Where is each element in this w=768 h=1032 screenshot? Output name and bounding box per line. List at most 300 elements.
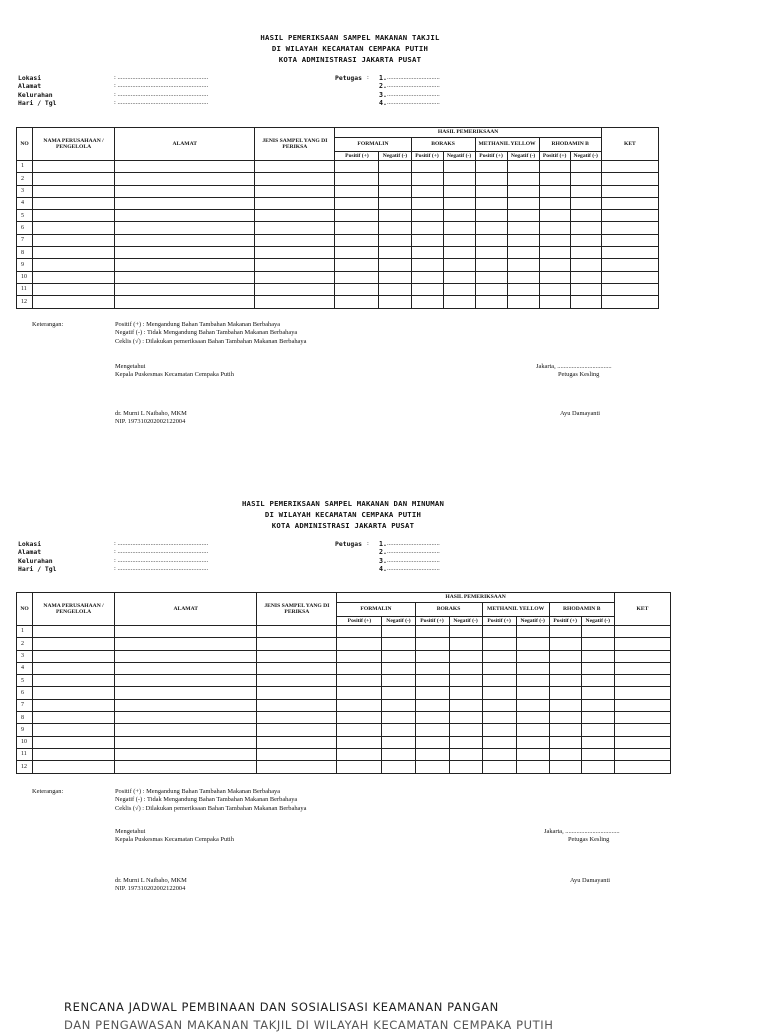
table-cell[interactable] <box>379 173 411 185</box>
table-cell[interactable] <box>614 724 670 736</box>
table-cell[interactable] <box>581 662 614 674</box>
table-cell[interactable] <box>337 748 382 760</box>
table-cell[interactable] <box>115 210 255 222</box>
table-cell[interactable] <box>337 650 382 662</box>
table-cell[interactable] <box>614 687 670 699</box>
table-cell[interactable] <box>115 662 257 674</box>
table-cell[interactable] <box>482 662 516 674</box>
table-cell[interactable] <box>581 712 614 724</box>
table-cell[interactable] <box>549 748 581 760</box>
table-cell[interactable] <box>516 662 549 674</box>
table-cell[interactable] <box>601 210 658 222</box>
table-cell[interactable] <box>115 222 255 234</box>
table-cell[interactable] <box>33 222 115 234</box>
table-cell[interactable] <box>382 736 415 748</box>
table-cell[interactable] <box>614 650 670 662</box>
signature-right-name: Ayu Damayanti <box>570 877 611 884</box>
table-cell[interactable] <box>337 626 382 638</box>
table-cell[interactable] <box>411 247 443 259</box>
table-cell[interactable] <box>507 185 539 197</box>
table-cell[interactable] <box>507 222 539 234</box>
table-cell[interactable] <box>335 259 379 271</box>
table-cell[interactable] <box>33 271 115 283</box>
table-cell[interactable] <box>549 736 581 748</box>
table-cell[interactable] <box>33 197 115 209</box>
table-cell[interactable] <box>482 748 516 760</box>
table-cell[interactable] <box>539 259 570 271</box>
table-cell[interactable] <box>337 687 382 699</box>
table-cell[interactable] <box>335 210 379 222</box>
table-cell[interactable] <box>614 761 670 773</box>
table-cell[interactable] <box>335 161 379 173</box>
table-cell[interactable] <box>115 259 255 271</box>
table-cell[interactable] <box>337 712 382 724</box>
table-cell[interactable] <box>475 210 507 222</box>
table-cell[interactable] <box>614 748 670 760</box>
table-cell[interactable] <box>516 650 549 662</box>
table-cell[interactable] <box>337 724 382 736</box>
table-cell[interactable] <box>411 271 443 283</box>
table-cell[interactable] <box>443 283 475 295</box>
table-cell[interactable] <box>443 222 475 234</box>
col-hasil-header: HASIL PEMERIKSAAN <box>335 128 601 138</box>
table-cell[interactable] <box>570 259 601 271</box>
table-cell[interactable] <box>115 675 257 687</box>
table-cell[interactable] <box>516 736 549 748</box>
table-cell[interactable] <box>33 296 115 308</box>
table-cell[interactable] <box>475 296 507 308</box>
table-cell[interactable] <box>33 247 115 259</box>
table-cell[interactable] <box>115 638 257 650</box>
table-cell[interactable] <box>337 736 382 748</box>
table-cell[interactable] <box>257 638 337 650</box>
table-cell[interactable] <box>601 259 658 271</box>
positive-header: Positif (+) <box>482 617 516 626</box>
table-cell[interactable] <box>257 675 337 687</box>
table-cell[interactable] <box>549 675 581 687</box>
table-cell[interactable] <box>411 234 443 246</box>
table-cell[interactable] <box>449 650 482 662</box>
table-cell[interactable] <box>257 626 337 638</box>
table-cell[interactable] <box>507 197 539 209</box>
table-cell[interactable] <box>415 748 449 760</box>
table-cell[interactable] <box>482 724 516 736</box>
table-cell[interactable] <box>115 271 255 283</box>
table-cell[interactable] <box>449 724 482 736</box>
table-cell[interactable] <box>482 761 516 773</box>
table-row <box>17 687 671 699</box>
table-cell[interactable] <box>516 712 549 724</box>
table-cell[interactable] <box>33 687 115 699</box>
table-cell[interactable] <box>601 247 658 259</box>
table-cell[interactable] <box>482 638 516 650</box>
table-cell[interactable] <box>539 283 570 295</box>
table-cell[interactable] <box>570 234 601 246</box>
table-cell[interactable] <box>415 650 449 662</box>
table-cell[interactable] <box>475 185 507 197</box>
table-cell[interactable] <box>449 675 482 687</box>
table-cell[interactable] <box>549 662 581 674</box>
table-cell[interactable] <box>255 271 335 283</box>
table-cell[interactable] <box>415 638 449 650</box>
table-cell[interactable] <box>482 626 516 638</box>
table-cell[interactable] <box>449 626 482 638</box>
table-cell[interactable] <box>379 161 411 173</box>
table-cell[interactable] <box>335 296 379 308</box>
table-cell[interactable] <box>507 283 539 295</box>
table-cell[interactable] <box>614 638 670 650</box>
table-cell[interactable] <box>443 173 475 185</box>
table-cell[interactable] <box>415 675 449 687</box>
table-cell[interactable] <box>507 234 539 246</box>
table-cell[interactable] <box>415 687 449 699</box>
table-cell[interactable] <box>614 736 670 748</box>
table-cell[interactable] <box>411 161 443 173</box>
table-cell[interactable] <box>549 761 581 773</box>
table-cell[interactable] <box>255 222 335 234</box>
table-cell[interactable] <box>614 626 670 638</box>
table-cell[interactable] <box>335 247 379 259</box>
table-cell[interactable] <box>255 161 335 173</box>
table-cell[interactable] <box>411 210 443 222</box>
table-cell[interactable] <box>539 161 570 173</box>
table-cell[interactable] <box>257 724 337 736</box>
table-cell[interactable] <box>581 724 614 736</box>
table-cell[interactable] <box>539 271 570 283</box>
table-cell[interactable] <box>411 173 443 185</box>
table-cell[interactable] <box>33 761 115 773</box>
table-cell[interactable] <box>475 197 507 209</box>
table-cell[interactable] <box>379 283 411 295</box>
table-cell[interactable] <box>539 247 570 259</box>
table-cell[interactable] <box>379 210 411 222</box>
table-cell[interactable] <box>257 761 337 773</box>
table-cell[interactable] <box>257 736 337 748</box>
table-cell[interactable] <box>382 626 415 638</box>
table-cell[interactable] <box>335 283 379 295</box>
table-cell[interactable] <box>33 173 115 185</box>
table-cell[interactable] <box>382 748 415 760</box>
table-cell[interactable] <box>257 687 337 699</box>
table-cell[interactable] <box>382 712 415 724</box>
table-cell[interactable] <box>255 210 335 222</box>
table-cell[interactable] <box>337 761 382 773</box>
table-cell[interactable] <box>115 687 257 699</box>
table-cell[interactable] <box>33 736 115 748</box>
table-cell[interactable] <box>257 662 337 674</box>
table-cell[interactable] <box>443 197 475 209</box>
table-cell[interactable] <box>33 185 115 197</box>
table-cell[interactable] <box>581 650 614 662</box>
table-cell[interactable] <box>337 638 382 650</box>
table-cell[interactable] <box>115 247 255 259</box>
table-cell[interactable] <box>507 173 539 185</box>
table-cell[interactable] <box>255 234 335 246</box>
table-cell[interactable] <box>581 761 614 773</box>
table-cell[interactable] <box>257 650 337 662</box>
table-cell[interactable] <box>549 724 581 736</box>
table-cell[interactable] <box>601 197 658 209</box>
table-cell[interactable] <box>379 234 411 246</box>
table-cell[interactable] <box>255 173 335 185</box>
row-number: 3 <box>17 650 33 662</box>
table-cell[interactable] <box>516 687 549 699</box>
test-header: FORMALIN <box>335 138 411 152</box>
table-cell[interactable] <box>601 271 658 283</box>
table-cell[interactable] <box>379 271 411 283</box>
table-cell[interactable] <box>482 650 516 662</box>
table-cell[interactable] <box>33 650 115 662</box>
table-cell[interactable] <box>516 626 549 638</box>
table-cell[interactable] <box>516 638 549 650</box>
table-cell[interactable] <box>449 761 482 773</box>
table-cell[interactable] <box>115 234 255 246</box>
table-cell[interactable] <box>614 662 670 674</box>
table-cell[interactable] <box>443 161 475 173</box>
table-cell[interactable] <box>257 699 337 711</box>
table-cell[interactable] <box>507 296 539 308</box>
table-cell[interactable] <box>482 699 516 711</box>
row-number: 2 <box>17 638 33 650</box>
table-cell[interactable] <box>115 161 255 173</box>
table-row <box>17 234 659 246</box>
table-cell[interactable] <box>601 161 658 173</box>
table-cell[interactable] <box>601 234 658 246</box>
table-cell[interactable] <box>475 173 507 185</box>
table-cell[interactable] <box>335 234 379 246</box>
table-cell[interactable] <box>443 185 475 197</box>
table-cell[interactable] <box>382 761 415 773</box>
table-cell[interactable] <box>570 247 601 259</box>
table-cell[interactable] <box>411 296 443 308</box>
table-cell[interactable] <box>115 185 255 197</box>
table-cell[interactable] <box>581 675 614 687</box>
table-cell[interactable] <box>415 662 449 674</box>
table-cell[interactable] <box>33 662 115 674</box>
table-cell[interactable] <box>570 197 601 209</box>
table-cell[interactable] <box>115 296 255 308</box>
table-cell[interactable] <box>337 675 382 687</box>
table-cell[interactable] <box>382 650 415 662</box>
table-cell[interactable] <box>255 185 335 197</box>
table-cell[interactable] <box>33 259 115 271</box>
table-cell[interactable] <box>475 222 507 234</box>
table-cell[interactable] <box>539 234 570 246</box>
col-nama-header: NAMA PERUSAHAAN / PENGELOLA <box>33 128 115 161</box>
table-cell[interactable] <box>570 271 601 283</box>
table-cell[interactable] <box>415 699 449 711</box>
table-cell[interactable] <box>449 687 482 699</box>
table-cell[interactable] <box>415 712 449 724</box>
table-cell[interactable] <box>614 675 670 687</box>
table-cell[interactable] <box>482 736 516 748</box>
table-cell[interactable] <box>411 283 443 295</box>
table-cell[interactable] <box>379 197 411 209</box>
table-cell[interactable] <box>115 761 257 773</box>
table-cell[interactable] <box>382 662 415 674</box>
table-cell[interactable] <box>549 699 581 711</box>
table-cell[interactable] <box>382 687 415 699</box>
table-cell[interactable] <box>255 197 335 209</box>
table-cell[interactable] <box>581 638 614 650</box>
table-cell[interactable] <box>507 161 539 173</box>
table-cell[interactable] <box>115 173 255 185</box>
table-cell[interactable] <box>337 662 382 674</box>
table-cell[interactable] <box>443 210 475 222</box>
table-cell[interactable] <box>482 712 516 724</box>
table-cell[interactable] <box>33 283 115 295</box>
table-cell[interactable] <box>411 197 443 209</box>
table-cell[interactable] <box>539 296 570 308</box>
table-cell[interactable] <box>33 161 115 173</box>
table-cell[interactable] <box>411 259 443 271</box>
table-cell[interactable] <box>475 259 507 271</box>
table-cell[interactable] <box>379 247 411 259</box>
table-cell[interactable] <box>255 247 335 259</box>
table-cell[interactable] <box>539 185 570 197</box>
table-cell[interactable] <box>449 712 482 724</box>
table-cell[interactable] <box>443 247 475 259</box>
table-cell[interactable] <box>482 675 516 687</box>
table-cell[interactable] <box>507 259 539 271</box>
table-cell[interactable] <box>33 626 115 638</box>
table-cell[interactable] <box>549 650 581 662</box>
table-cell[interactable] <box>516 748 549 760</box>
table-cell[interactable] <box>257 712 337 724</box>
table-cell[interactable] <box>549 638 581 650</box>
table-cell[interactable] <box>415 761 449 773</box>
table-cell[interactable] <box>335 222 379 234</box>
table-cell[interactable] <box>115 699 257 711</box>
table-cell[interactable] <box>335 271 379 283</box>
table-cell[interactable] <box>33 234 115 246</box>
table-cell[interactable] <box>379 185 411 197</box>
table-cell[interactable] <box>539 222 570 234</box>
table-cell[interactable] <box>337 699 382 711</box>
table-cell[interactable] <box>33 638 115 650</box>
table-cell[interactable] <box>614 699 670 711</box>
table-cell[interactable] <box>415 736 449 748</box>
table-cell[interactable] <box>475 271 507 283</box>
table-cell[interactable] <box>382 699 415 711</box>
table-cell[interactable] <box>33 675 115 687</box>
table-cell[interactable] <box>516 699 549 711</box>
table-cell[interactable] <box>516 761 549 773</box>
table-cell[interactable] <box>614 712 670 724</box>
table-cell[interactable] <box>411 222 443 234</box>
table-cell[interactable] <box>570 185 601 197</box>
table-cell[interactable] <box>33 210 115 222</box>
table-cell[interactable] <box>549 687 581 699</box>
table-cell[interactable] <box>115 650 257 662</box>
table-cell[interactable] <box>255 296 335 308</box>
table-cell[interactable] <box>443 271 475 283</box>
results-table <box>16 127 659 309</box>
table-cell[interactable] <box>507 271 539 283</box>
table-cell[interactable] <box>601 173 658 185</box>
table-cell[interactable] <box>379 296 411 308</box>
table-cell[interactable] <box>570 283 601 295</box>
table-cell[interactable] <box>581 748 614 760</box>
table-cell[interactable] <box>382 675 415 687</box>
table-cell[interactable] <box>33 724 115 736</box>
table-cell[interactable] <box>539 173 570 185</box>
table-cell[interactable] <box>115 712 257 724</box>
table-cell[interactable] <box>516 675 549 687</box>
table-cell[interactable] <box>475 161 507 173</box>
table-cell[interactable] <box>475 283 507 295</box>
table-cell[interactable] <box>475 247 507 259</box>
table-cell[interactable] <box>539 197 570 209</box>
table-cell[interactable] <box>601 283 658 295</box>
table-cell[interactable] <box>539 210 570 222</box>
table-cell[interactable] <box>382 638 415 650</box>
table-cell[interactable] <box>257 748 337 760</box>
table-cell[interactable] <box>115 724 257 736</box>
table-cell[interactable] <box>449 662 482 674</box>
table-cell[interactable] <box>115 283 255 295</box>
table-cell[interactable] <box>415 724 449 736</box>
table-cell[interactable] <box>549 626 581 638</box>
table-cell[interactable] <box>581 699 614 711</box>
table-cell[interactable] <box>507 247 539 259</box>
table-cell[interactable] <box>570 173 601 185</box>
table-cell[interactable] <box>255 283 335 295</box>
table-cell[interactable] <box>570 161 601 173</box>
table-cell[interactable] <box>379 259 411 271</box>
table-cell[interactable] <box>601 185 658 197</box>
table-cell[interactable] <box>581 626 614 638</box>
table-cell[interactable] <box>335 197 379 209</box>
table-cell[interactable] <box>601 296 658 308</box>
table-cell[interactable] <box>335 173 379 185</box>
table-cell[interactable] <box>581 736 614 748</box>
table-cell[interactable] <box>382 724 415 736</box>
table-cell[interactable] <box>33 748 115 760</box>
table-row <box>17 271 659 283</box>
table-cell[interactable] <box>115 197 255 209</box>
table-cell[interactable] <box>415 626 449 638</box>
table-cell[interactable] <box>115 736 257 748</box>
table-cell[interactable] <box>449 699 482 711</box>
table-cell[interactable] <box>443 259 475 271</box>
table-cell[interactable] <box>379 222 411 234</box>
table-cell[interactable] <box>449 736 482 748</box>
table-cell[interactable] <box>570 222 601 234</box>
table-cell[interactable] <box>449 638 482 650</box>
table-cell[interactable] <box>255 259 335 271</box>
table-cell[interactable] <box>115 748 257 760</box>
table-cell[interactable] <box>443 296 475 308</box>
table-cell[interactable] <box>449 748 482 760</box>
table-cell[interactable] <box>115 626 257 638</box>
table-cell[interactable] <box>482 687 516 699</box>
table-cell[interactable] <box>507 210 539 222</box>
table-cell[interactable] <box>335 185 379 197</box>
table-cell[interactable] <box>411 185 443 197</box>
table-cell[interactable] <box>475 234 507 246</box>
table-cell[interactable] <box>581 687 614 699</box>
table-cell[interactable] <box>33 712 115 724</box>
col-ket-header: KET <box>601 128 658 161</box>
table-cell[interactable] <box>516 724 549 736</box>
table-cell[interactable] <box>443 234 475 246</box>
table-cell[interactable] <box>570 296 601 308</box>
table-cell[interactable] <box>549 712 581 724</box>
table-cell[interactable] <box>33 699 115 711</box>
table-cell[interactable] <box>570 210 601 222</box>
table-cell[interactable] <box>601 222 658 234</box>
